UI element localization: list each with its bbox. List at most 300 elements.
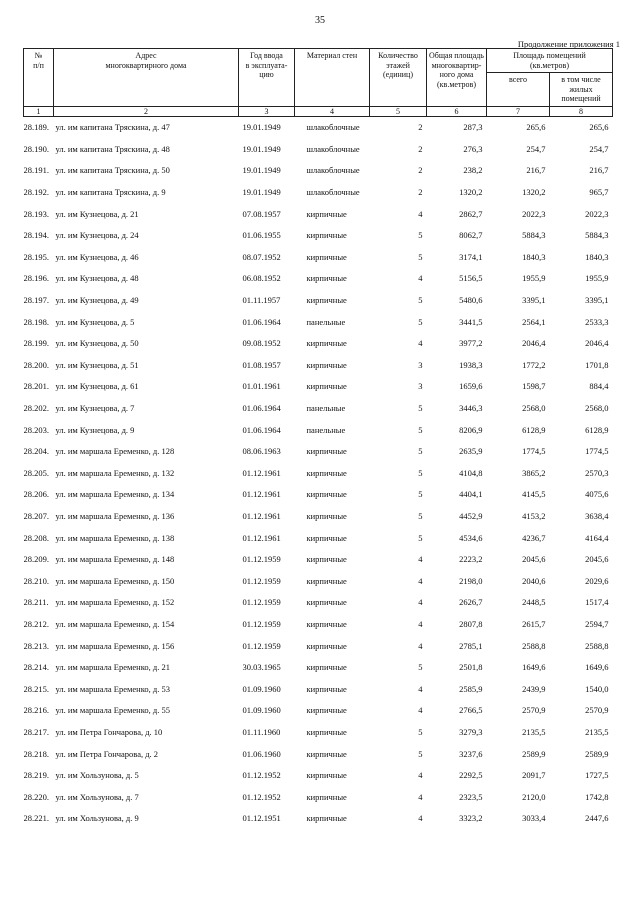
cell-floors: 5 [418,662,423,673]
cell-address: ул. им Кузнецова, д. 46 [55,251,139,262]
cell-premises-total: 2046,4 [522,338,546,349]
cell-address: ул. им Кузнецова, д. 21 [55,208,139,219]
cell-floors: 5 [418,748,423,759]
cell-row-number: 28.196. [23,273,49,284]
cell-address: ул. им Кузнецова, д. 49 [55,295,139,306]
cell-wall-material: кирпичные [306,791,347,802]
cell-premises-total: 2570,9 [522,705,546,716]
table-row [24,289,613,311]
cell-year: 06.08.1952 [242,273,281,284]
cell-year: 01.12.1961 [242,467,281,478]
cell-premises-total: 3865,2 [522,467,546,478]
cell-wall-material: кирпичные [306,230,347,241]
cell-total-area: 2626,7 [459,597,483,608]
cell-premises-residential: 1955,9 [585,273,609,284]
cell-total-area: 1659,6 [459,381,483,392]
cell-total-area: 3446,3 [459,403,483,414]
cell-total-area: 3279,3 [459,726,483,737]
cell-floors: 4 [418,618,423,629]
cell-row-number: 28.221. [23,813,49,824]
cell-premises-residential: 1840,3 [585,251,609,262]
cell-total-area: 5156,5 [459,273,483,284]
cell-address: ул. им маршала Еременко, д. 55 [55,705,170,716]
header-row-number [24,49,54,107]
table-row [24,138,613,160]
cell-wall-material: кирпичные [306,251,347,262]
header-text-line: Площадь помещений [513,51,586,60]
cell-floors: 4 [418,683,423,694]
cell-total-area: 2501,8 [459,662,483,673]
table-row [24,376,613,398]
cell-premises-residential: 2589,9 [585,748,609,759]
cell-premises-total: 1955,9 [522,273,546,284]
cell-row-number: 28.213. [23,640,49,651]
table-row [24,246,613,268]
cell-wall-material: панельные [306,403,346,414]
cell-year: 01.12.1959 [242,575,281,586]
cell-address: ул. им Кузнецова, д. 9 [55,424,135,435]
cell-year: 19.01.1949 [242,122,281,133]
cell-row-number: 28.200. [23,359,49,370]
cell-address: ул. им Кузнецова, д. 61 [55,381,139,392]
cell-year: 30.03.1965 [242,662,281,673]
column-number: 5 [370,106,427,116]
cell-address: ул. им маршала Еременко, д. 136 [55,510,175,521]
table-row [24,505,613,527]
table-row [24,721,613,743]
cell-premises-residential: 2594,7 [585,618,609,629]
cell-total-area: 4404,1 [459,489,483,500]
cell-wall-material: шлакоблочные [306,165,360,176]
cell-total-area: 4534,6 [459,532,483,543]
cell-floors: 2 [418,122,423,133]
cell-address: ул. им маршала Еременко, д. 154 [55,618,175,629]
cell-premises-residential: 1540,0 [585,683,609,694]
cell-wall-material: кирпичные [306,338,347,349]
column-number: 7 [487,106,550,116]
cell-year: 07.08.1957 [242,208,281,219]
cell-premises-total: 2564,1 [522,316,546,327]
cell-row-number: 28.195. [23,251,49,262]
table-row [24,116,613,138]
table-row [24,635,613,657]
cell-premises-residential: 2568,0 [585,403,609,414]
cell-row-number: 28.210. [23,575,49,586]
column-number: 4 [295,106,370,116]
cell-premises-total: 2588,8 [522,640,546,651]
cell-wall-material: кирпичные [306,662,347,673]
cell-year: 08.06.1963 [242,446,281,457]
cell-row-number: 28.207. [23,510,49,521]
cell-premises-total: 4145,5 [522,489,546,500]
cell-premises-residential: 2570,3 [585,467,609,478]
cell-premises-residential: 1774,5 [585,446,609,457]
page-number: 35 [315,15,325,26]
cell-floors: 4 [418,208,423,219]
header-text-line: (кв.метров) [437,79,476,89]
cell-premises-total: 2045,6 [522,554,546,565]
cell-floors: 5 [418,532,423,543]
cell-wall-material: кирпичные [306,597,347,608]
cell-floors: 2 [418,187,423,198]
cell-address: ул. им маршала Еременко, д. 148 [55,554,175,565]
cell-premises-residential: 2533,3 [585,316,609,327]
cell-wall-material: панельные [306,316,346,327]
cell-floors: 5 [418,446,423,457]
cell-premises-total: 1774,5 [522,446,546,457]
cell-wall-material: кирпичные [306,640,347,651]
header-text-line: Общая площадь [429,51,484,60]
cell-wall-material: кирпичные [306,813,347,824]
cell-year: 08.07.1952 [242,251,281,262]
table-row [24,268,613,290]
header-premises-area [487,49,613,73]
cell-floors: 4 [418,597,423,608]
cell-wall-material: кирпичные [306,273,347,284]
header-text-line: жилых [569,84,593,94]
cell-floors: 2 [418,143,423,154]
cell-year: 01.08.1957 [242,359,281,370]
cell-total-area: 8062,7 [459,230,483,241]
cell-floors: 5 [418,489,423,500]
cell-floors: 5 [418,295,423,306]
cell-row-number: 28.204. [23,446,49,457]
cell-row-number: 28.189. [23,122,49,133]
cell-address: ул. им Хользунова, д. 9 [55,813,139,824]
cell-row-number: 28.211. [23,597,49,608]
continuation-note: Продолжение приложения 1 [517,39,620,49]
cell-total-area: 2585,9 [459,683,483,694]
cell-floors: 4 [418,338,423,349]
cell-row-number: 28.193. [23,208,49,219]
table-row [24,592,613,614]
header-address [54,49,239,107]
cell-premises-residential: 2022,3 [585,208,609,219]
cell-wall-material: кирпичные [306,359,347,370]
cell-wall-material: кирпичные [306,770,347,781]
table-row [24,419,613,441]
cell-row-number: 28.190. [23,143,49,154]
cell-premises-total: 2022,3 [522,208,546,219]
cell-year: 09.08.1952 [242,338,281,349]
cell-row-number: 28.201. [23,381,49,392]
cell-year: 01.06.1960 [242,748,281,759]
cell-wall-material: кирпичные [306,532,347,543]
cell-floors: 4 [418,640,423,651]
table-body [24,116,613,829]
cell-premises-residential: 6128,9 [585,424,609,435]
cell-wall-material: кирпичные [306,726,347,737]
column-number: 1 [24,106,54,116]
header-text-line: этажей [386,60,410,70]
cell-address: ул. им маршала Еременко, д. 132 [55,467,175,478]
cell-row-number: 28.205. [23,467,49,478]
header-text-line: Год ввода [250,51,283,60]
cell-total-area: 2223,2 [459,554,483,565]
cell-floors: 4 [418,791,423,802]
cell-premises-total: 2448,5 [522,597,546,608]
cell-wall-material: кирпичные [306,705,347,716]
cell-total-area: 1938,3 [459,359,483,370]
cell-wall-material: кирпичные [306,489,347,500]
cell-floors: 3 [418,381,423,392]
cell-premises-residential: 1701,8 [585,359,609,370]
cell-premises-residential: 4075,6 [585,489,609,500]
header-text-line: в эксплуата- [245,60,288,70]
cell-premises-total: 2568,0 [522,403,546,414]
column-number: 2 [54,106,239,116]
cell-address: ул. им капитана Тряскина, д. 9 [55,187,166,198]
cell-wall-material: кирпичные [306,446,347,457]
table-row [24,181,613,203]
table-row [24,613,613,635]
table-row [24,656,613,678]
cell-floors: 5 [418,424,423,435]
cell-year: 01.11.1957 [242,295,281,306]
cell-floors: 5 [418,510,423,521]
cell-year: 01.09.1960 [242,683,281,694]
cell-row-number: 28.198. [23,316,49,327]
cell-total-area: 2807,8 [459,618,483,629]
cell-total-area: 276,3 [463,143,483,154]
cell-total-area: 2292,5 [459,770,483,781]
cell-premises-total: 2439,9 [522,683,546,694]
cell-year: 01.11.1960 [242,726,281,737]
cell-year: 01.12.1959 [242,554,281,565]
cell-premises-total: 1649,6 [522,662,546,673]
cell-row-number: 28.215. [23,683,49,694]
table-row [24,440,613,462]
cell-year: 01.06.1964 [242,403,281,414]
cell-row-number: 28.194. [23,230,49,241]
table-row [24,484,613,506]
cell-premises-total: 2589,9 [522,748,546,759]
header-text-line: Материал стен [306,51,358,60]
cell-floors: 4 [418,770,423,781]
cell-floors: 5 [418,230,423,241]
cell-floors: 4 [418,705,423,716]
cell-wall-material: кирпичные [306,554,347,565]
cell-premises-total: 5884,3 [522,230,546,241]
cell-premises-residential: 2570,9 [585,705,609,716]
cell-year: 01.01.1961 [242,381,281,392]
cell-address: ул. им Кузнецова, д. 50 [55,338,139,349]
cell-premises-total: 265,6 [526,122,546,133]
cell-wall-material: кирпичные [306,618,347,629]
cell-floors: 5 [418,726,423,737]
cell-premises-residential: 1517,4 [585,597,609,608]
cell-address: ул. им Петра Гончарова, д. 2 [55,748,159,759]
header-premises-residential [550,73,613,107]
cell-year: 19.01.1949 [242,143,281,154]
cell-premises-total: 1840,3 [522,251,546,262]
cell-row-number: 28.203. [23,424,49,435]
cell-address: ул. им Кузнецова, д. 7 [55,403,135,414]
cell-total-area: 3174,1 [459,251,483,262]
cell-total-area: 287,3 [463,122,483,133]
cell-premises-residential: 2447,6 [585,813,609,824]
cell-year: 01.12.1951 [242,813,281,824]
cell-total-area: 3977,2 [459,338,483,349]
cell-address: ул. им маршала Еременко, д. 152 [55,597,175,608]
cell-total-area: 8206,9 [459,424,483,435]
cell-year: 19.01.1949 [242,187,281,198]
header-text-line: в том числе [561,75,601,84]
cell-floors: 5 [418,316,423,327]
cell-premises-residential: 1742,8 [585,791,609,802]
cell-address: ул. им Петра Гончарова, д. 10 [55,726,163,737]
cell-premises-residential: 2588,8 [585,640,609,651]
cell-premises-residential: 884,4 [589,381,609,392]
cell-row-number: 28.212. [23,618,49,629]
cell-row-number: 28.197. [23,295,49,306]
table-row [24,570,613,592]
header-year [239,49,295,107]
cell-total-area: 4452,9 [459,510,483,521]
cell-address: ул. им маршала Еременко, д. 134 [55,489,175,500]
cell-premises-residential: 2029,6 [585,575,609,586]
cell-year: 01.09.1960 [242,705,281,716]
cell-total-area: 3323,2 [459,813,483,824]
cell-year: 01.06.1964 [242,316,281,327]
cell-address: ул. им маршала Еременко, д. 138 [55,532,175,543]
cell-total-area: 5480,6 [459,295,483,306]
cell-address: ул. им маршала Еременко, д. 21 [55,662,170,673]
cell-wall-material: шлакоблочные [306,187,360,198]
table-row [24,743,613,765]
cell-wall-material: кирпичные [306,575,347,586]
column-number: 6 [427,106,487,116]
cell-wall-material: кирпичные [306,467,347,478]
cell-row-number: 28.192. [23,187,49,198]
cell-premises-total: 4236,7 [522,532,546,543]
cell-row-number: 28.219. [23,770,49,781]
cell-row-number: 28.191. [23,165,49,176]
table-row [24,224,613,246]
housing-table [23,48,613,829]
cell-year: 01.12.1961 [242,489,281,500]
cell-wall-material: кирпичные [306,748,347,759]
cell-row-number: 28.220. [23,791,49,802]
table-row [24,678,613,700]
cell-premises-residential: 265,6 [589,122,609,133]
cell-total-area: 1320,2 [459,187,483,198]
header-text-line: многоквартирного дома [105,60,187,70]
cell-total-area: 2635,9 [459,446,483,457]
cell-floors: 4 [418,813,423,824]
cell-premises-total: 2091,7 [522,770,546,781]
cell-year: 19.01.1949 [242,165,281,176]
cell-total-area: 2198,0 [459,575,483,586]
cell-premises-residential: 5884,3 [585,230,609,241]
cell-row-number: 28.209. [23,554,49,565]
header-text-line: № [34,51,43,60]
cell-total-area: 2862,7 [459,208,483,219]
cell-total-area: 3237,6 [459,748,483,759]
cell-row-number: 28.216. [23,705,49,716]
cell-total-area: 3441,5 [459,316,483,327]
cell-address: ул. им Хользунова, д. 5 [55,770,139,781]
cell-floors: 3 [418,359,423,370]
cell-floors: 4 [418,575,423,586]
cell-year: 01.12.1959 [242,640,281,651]
table-row [24,764,613,786]
table-row [24,160,613,182]
cell-address: ул. им Кузнецова, д. 51 [55,359,139,370]
cell-premises-total: 3033,4 [522,813,546,824]
header-text-line: (кв.метров) [530,60,569,70]
table-row [24,700,613,722]
table-row [24,786,613,808]
header-floors [370,49,427,107]
header-text-line: Адрес [135,51,157,60]
cell-wall-material: шлакоблочные [306,143,360,154]
header-text-line: всего [508,75,527,84]
cell-address: ул. им маршала Еременко, д. 150 [55,575,175,586]
cell-premises-total: 2135,5 [522,726,546,737]
cell-premises-residential: 965,7 [589,187,609,198]
column-number-row [24,106,613,116]
cell-wall-material: панельные [306,424,346,435]
cell-wall-material: кирпичные [306,510,347,521]
table-row [24,332,613,354]
cell-premises-total: 2615,7 [522,618,546,629]
cell-row-number: 28.199. [23,338,49,349]
cell-premises-total: 1320,2 [522,187,546,198]
cell-premises-residential: 2046,4 [585,338,609,349]
cell-year: 01.12.1959 [242,618,281,629]
header-text-line: помещений [561,94,601,103]
header-text-line: п/п [33,60,44,70]
cell-premises-total: 2120,0 [522,791,546,802]
cell-address: ул. им капитана Тряскина, д. 50 [55,165,170,176]
cell-floors: 2 [418,165,423,176]
table-row [24,311,613,333]
header-total-area [427,49,487,107]
cell-total-area: 2323,5 [459,791,483,802]
table-row [24,548,613,570]
header-text-line: Количество [378,51,418,60]
cell-premises-total: 1772,2 [522,359,546,370]
table-header [24,49,613,117]
cell-year: 01.12.1959 [242,597,281,608]
table-row [24,397,613,419]
cell-premises-residential: 254,7 [589,143,609,154]
cell-address: ул. им капитана Тряскина, д. 48 [55,143,170,154]
column-number: 8 [550,106,613,116]
cell-total-area: 2785,1 [459,640,483,651]
cell-row-number: 28.214. [23,662,49,673]
cell-total-area: 2766,5 [459,705,483,716]
cell-address: ул. им Кузнецова, д. 48 [55,273,139,284]
table-row [24,527,613,549]
cell-floors: 5 [418,403,423,414]
cell-premises-residential: 4164,4 [585,532,609,543]
cell-premises-total: 2040,6 [522,575,546,586]
cell-premises-total: 3395,1 [522,295,546,306]
table-row [24,203,613,225]
cell-floors: 5 [418,467,423,478]
cell-row-number: 28.218. [23,748,49,759]
header-text-line: цию [259,70,274,79]
cell-row-number: 28.208. [23,532,49,543]
cell-premises-total: 216,7 [526,165,546,176]
cell-address: ул. им маршала Еременко, д. 53 [55,683,170,694]
cell-year: 01.12.1952 [242,791,281,802]
cell-total-area: 4104,8 [459,467,483,478]
cell-address: ул. им Кузнецова, д. 24 [55,230,139,241]
cell-wall-material: кирпичные [306,208,347,219]
